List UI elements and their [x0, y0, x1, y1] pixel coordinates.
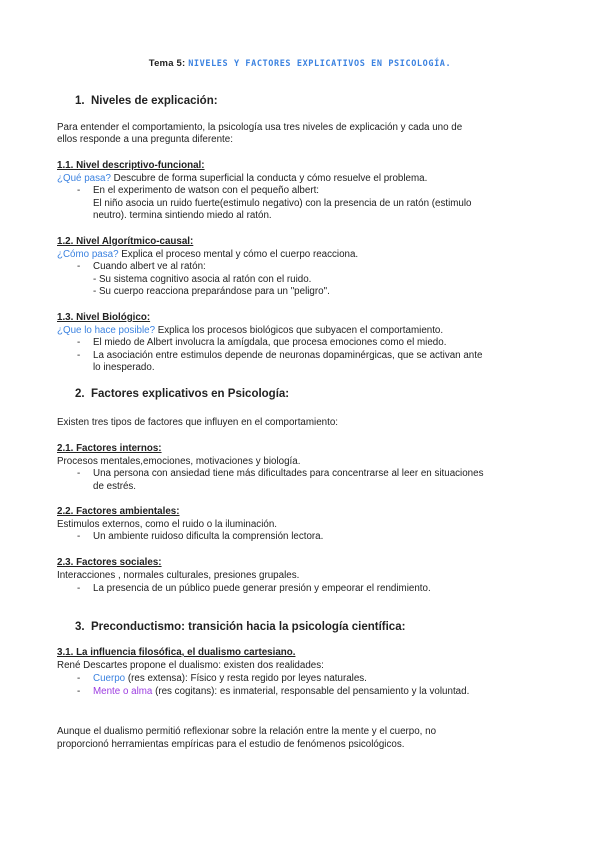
list-item: - Su sistema cognitivo asocia al ratón con el ruido. [93, 274, 312, 285]
term-desc: (res cogitans): es inmaterial, responsable del pensamiento y la voluntad. [152, 686, 470, 697]
bullet-dash: - [77, 686, 81, 697]
question-label: ¿Cómo pasa? [57, 249, 119, 260]
question-label: ¿Qué pasa? [57, 173, 111, 184]
list-item: El niño asocia un ruido fuerte(estimulo negativo) con la presencia de un ratón (estimulo [93, 198, 472, 209]
document-title [0, 58, 600, 69]
subsection-1-1-heading: 1.1. Nivel descriptivo-funcional: [57, 160, 205, 171]
subsection-1-3-desc [57, 325, 443, 337]
closing-paragraph-cont: proporcionó herramientas empíricas para el estudio de fenómenos psicológicos. [57, 739, 405, 750]
bullet-dash: - [77, 350, 81, 361]
subsection-1-1-desc [57, 173, 427, 185]
title-prefix: Tema 5: [148, 58, 186, 69]
list-item: de estrés. [93, 481, 137, 492]
list-item: En el experimento de watson con el pequeño albert: [93, 185, 320, 196]
subsection-2-1-heading: 2.1. Factores internos: [57, 443, 162, 454]
list-item: - Su cuerpo reacciona preparándose para un "peligro". [93, 286, 330, 297]
section-2-heading [75, 388, 289, 400]
list-item: La asociación entre estimulos depende de neuronas dopaminérgicas, que se activan ante [93, 350, 483, 361]
section-3-heading [75, 621, 405, 633]
bullet-dash: - [77, 185, 81, 196]
closing-paragraph: Aunque el dualismo permitió reflexionar sobre la relación entre la mente y el cuerpo, no [57, 726, 437, 737]
section-1-number: 1. [75, 95, 85, 107]
desc-text: Explica el proceso mental y cómo el cuerpo reacciona. [118, 249, 359, 260]
question-label: ¿Que lo hace posible? [57, 325, 156, 336]
section-1-intro-cont: ellos responde a una pregunta diferente: [57, 134, 233, 145]
list-item: neutro). termina sintiendo miedo al ratón. [93, 210, 272, 221]
term-cuerpo: Cuerpo [93, 673, 126, 684]
title-accent: NIVELES Y FACTORES EXPLICATIVOS EN PSICOLOGÍA. [188, 59, 452, 69]
subsection-2-1-desc: Procesos mentales,emociones, motivaciones y biología. [57, 456, 301, 467]
bullet-dash: - [77, 468, 81, 479]
section-1-title: Niveles de explicación: [91, 95, 218, 107]
desc-text: Explica los procesos biológicos que subyacen el comportamiento. [155, 325, 444, 336]
bullet-dash: - [77, 337, 81, 348]
list-item: Un ambiente ruidoso dificulta la comprensión lectora. [93, 531, 324, 542]
subsection-1-3-heading: 1.3. Nivel Biológico: [57, 312, 151, 323]
section-2-title: Factores explicativos en Psicología: [91, 388, 290, 400]
subsection-3-1-desc: René Descartes propone el dualismo: existen dos realidades: [57, 660, 324, 671]
subsection-3-1-heading: 3.1. La influencia filosófica, el dualismo cartesiano. [57, 647, 296, 658]
subsection-1-2-desc [57, 249, 358, 261]
list-item [93, 686, 469, 698]
list-item: Cuando albert ve al ratón: [93, 261, 206, 272]
subsection-2-2-desc: Estimulos externos, como el ruido o la iluminación. [57, 519, 277, 530]
section-2-number: 2. [75, 388, 85, 400]
list-item: El miedo de Albert involucra la amígdala, que procesa emociones como el miedo. [93, 337, 447, 348]
bullet-dash: - [77, 673, 81, 684]
term-desc: (res extensa): Físico y resta regido por leyes naturales. [125, 673, 367, 684]
section-1-intro: Para entender el comportamiento, la psicología usa tres niveles de explicación y cada uno de [57, 122, 463, 133]
list-item: La presencia de un público puede generar presión y empeorar el rendimiento. [93, 583, 431, 594]
bullet-dash: - [77, 261, 81, 272]
desc-text: Descubre de forma superficial la conducta y cómo resuelve el problema. [110, 173, 428, 184]
section-1-heading [75, 95, 218, 107]
list-item: lo inesperado. [93, 362, 155, 373]
list-item [93, 673, 367, 685]
subsection-2-3-desc: Interacciones , normales culturales, presiones grupales. [57, 570, 300, 581]
section-3-title: Preconductismo: transición hacia la psicología científica: [91, 621, 406, 633]
subsection-1-2-heading: 1.2. Nivel Algorítmico-causal: [57, 236, 194, 247]
bullet-dash: - [77, 583, 81, 594]
section-2-intro: Existen tres tipos de factores que influyen en el comportamiento: [57, 417, 338, 428]
subsection-2-3-heading: 2.3. Factores sociales: [57, 557, 162, 568]
term-mente: Mente o alma [93, 686, 153, 697]
section-3-number: 3. [75, 621, 85, 633]
list-item: Una persona con ansiedad tiene más dificultades para concentrarse al leer en situaciones [93, 468, 484, 479]
subsection-2-2-heading: 2.2. Factores ambientales: [57, 506, 180, 517]
bullet-dash: - [77, 531, 81, 542]
